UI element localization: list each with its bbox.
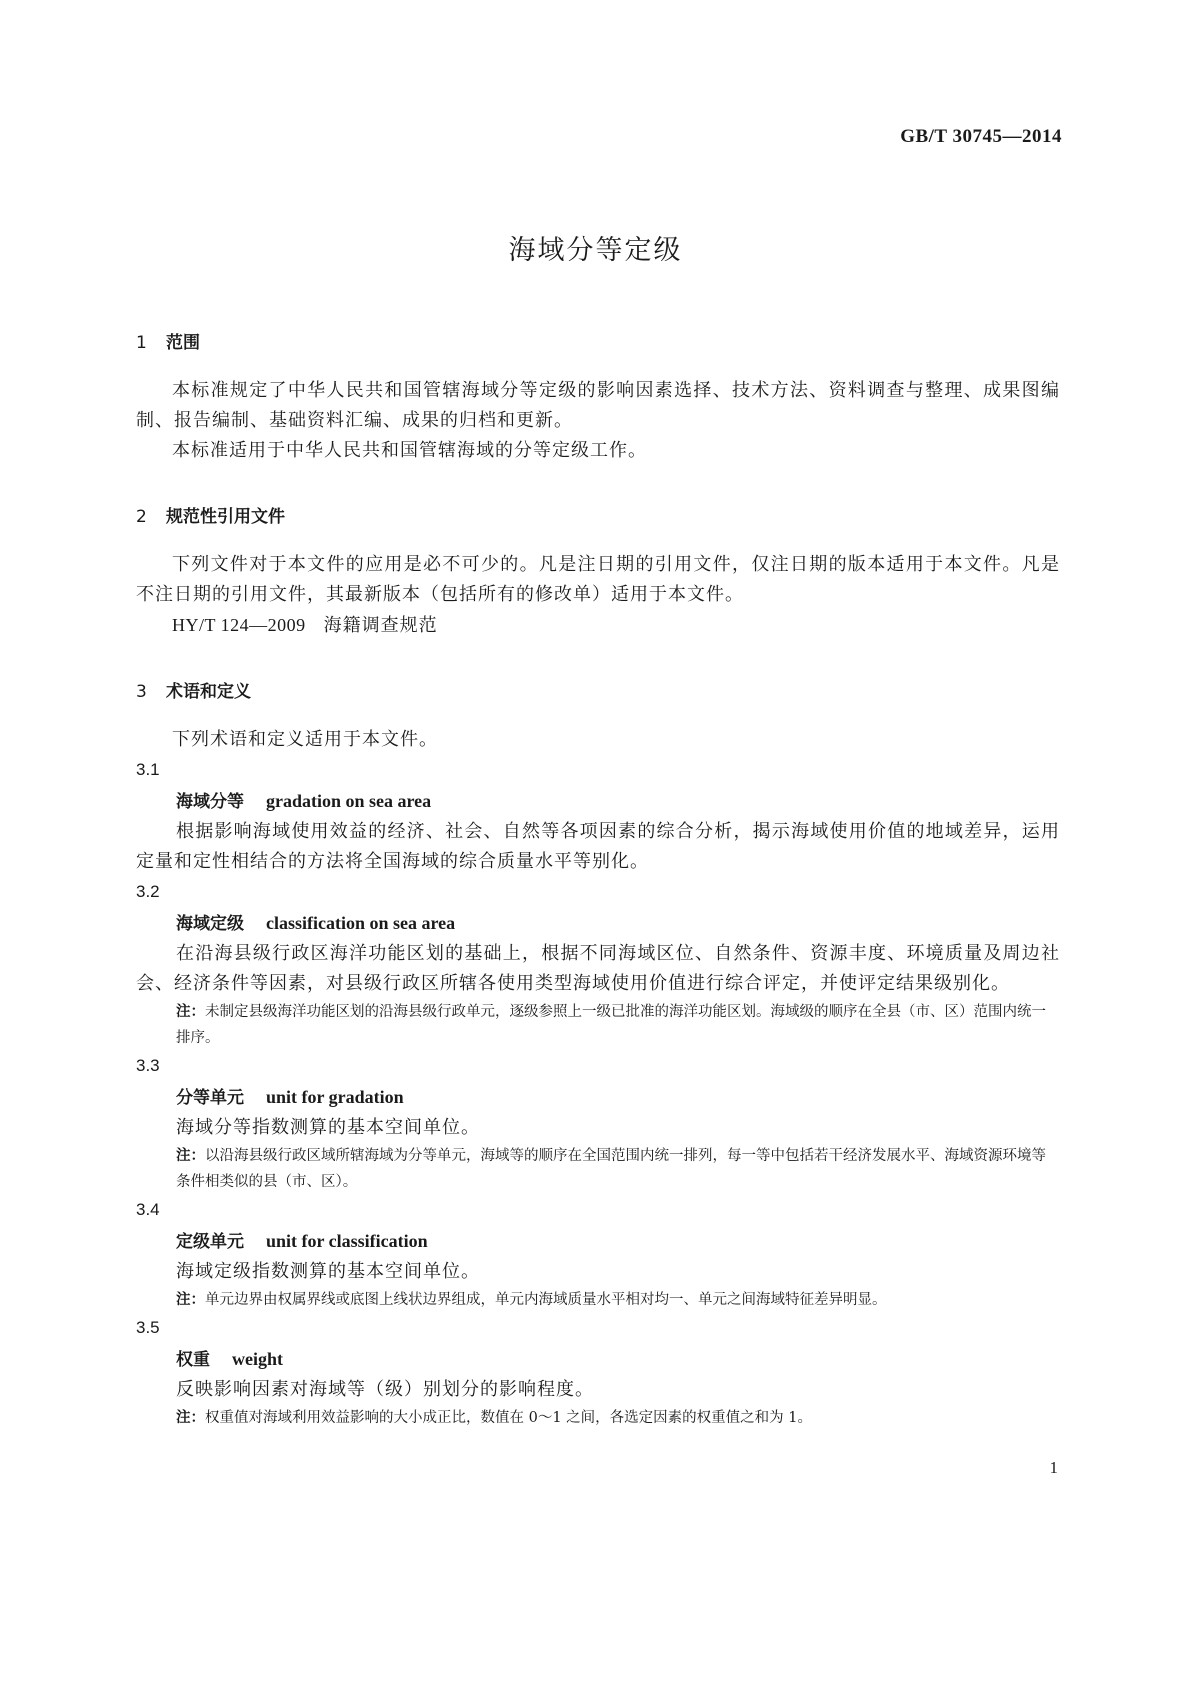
standard-code: GB/T 30745—2014 — [900, 126, 1062, 147]
page-number: 1 — [1049, 1458, 1058, 1477]
term-title: 权重 weight — [176, 1349, 283, 1370]
term-number: 3.1 — [136, 760, 160, 779]
term-note: 注：单元边界由权属界线或底图上线状边界组成，单元内海域质量水平相对均一、单元之间海域特征差异明显。 — [176, 1292, 887, 1308]
term-number: 3.2 — [136, 882, 160, 901]
term-definition: 反映影响因素对海域等（级）别划分的影响程度。 — [176, 1379, 594, 1400]
term-number: 3.4 — [136, 1200, 160, 1219]
term-title: 海域定级 classification on sea area — [176, 913, 456, 934]
section-heading-1: 1 范围 — [136, 333, 200, 353]
term-definition: 海域定级指数测算的基本空间单位。 — [176, 1261, 480, 1282]
term-note: 注：未制定县级海洋功能区划的沿海县级行政单元，逐级参照上一级已批准的海洋功能区划。海域级的顺序在全县（市、区）范围内统一排序。 — [176, 1004, 1046, 1046]
term-title: 海域分等 gradation on sea area — [176, 791, 432, 812]
term-definition: 海域分等指数测算的基本空间单位。 — [176, 1117, 480, 1138]
normative-reference: HY/T 124—2009 海籍调查规范 — [172, 615, 438, 636]
term-title: 定级单元 unit for classification — [176, 1231, 428, 1252]
section-2-paragraph: 下列文件对于本文件的应用是必不可少的。凡是注日期的引用文件，仅注日期的版本适用于本文件。凡是不注日期的引用文件，其最新版本（包括所有的修改单）适用于本文件。 — [136, 554, 1060, 605]
term-note: 注：以沿海县级行政区域所辖海域为分等单元，海域等的顺序在全国范围内统一排列，每一等中包括若干经济发展水平、海域资源环境等条件相类似的县（市、区）。 — [176, 1148, 1046, 1190]
section-3-intro: 下列术语和定义适用于本文件。 — [172, 729, 438, 750]
term-number: 3.3 — [136, 1056, 160, 1075]
document-title: 海域分等定级 — [508, 235, 683, 266]
section-1-paragraph: 本标准适用于中华人民共和国管辖海域的分等定级工作。 — [172, 440, 647, 461]
section-1-paragraph: 本标准规定了中华人民共和国管辖海域分等定级的影响因素选择、技术方法、资料调查与整理、成果图编制、报告编制、基础资料汇编、成果的归档和更新。 — [136, 380, 1060, 431]
term-note: 注：权重值对海域利用效益影响的大小成正比，数值在 0～1 之间，各选定因素的权重值之和为 1。 — [176, 1410, 812, 1426]
document-body — [136, 328, 1060, 1431]
term-number: 3.5 — [136, 1318, 160, 1337]
section-heading-2: 2 规范性引用文件 — [136, 507, 285, 527]
section-heading-3: 3 术语和定义 — [136, 682, 251, 702]
term-definition: 根据影响海域使用效益的经济、社会、自然等各项因素的综合分析，揭示海域使用价值的地域差异，运用定量和定性相结合的方法将全国海域的综合质量水平等别化。 — [136, 821, 1060, 872]
term-title: 分等单元 unit for gradation — [176, 1087, 404, 1108]
term-definition: 在沿海县级行政区海洋功能区划的基础上，根据不同海域区位、自然条件、资源丰度、环境质量及周边社会、经济条件等因素，对县级行政区所辖各使用类型海域使用价值进行综合评定，并使评定结果级别化。 — [136, 943, 1060, 994]
